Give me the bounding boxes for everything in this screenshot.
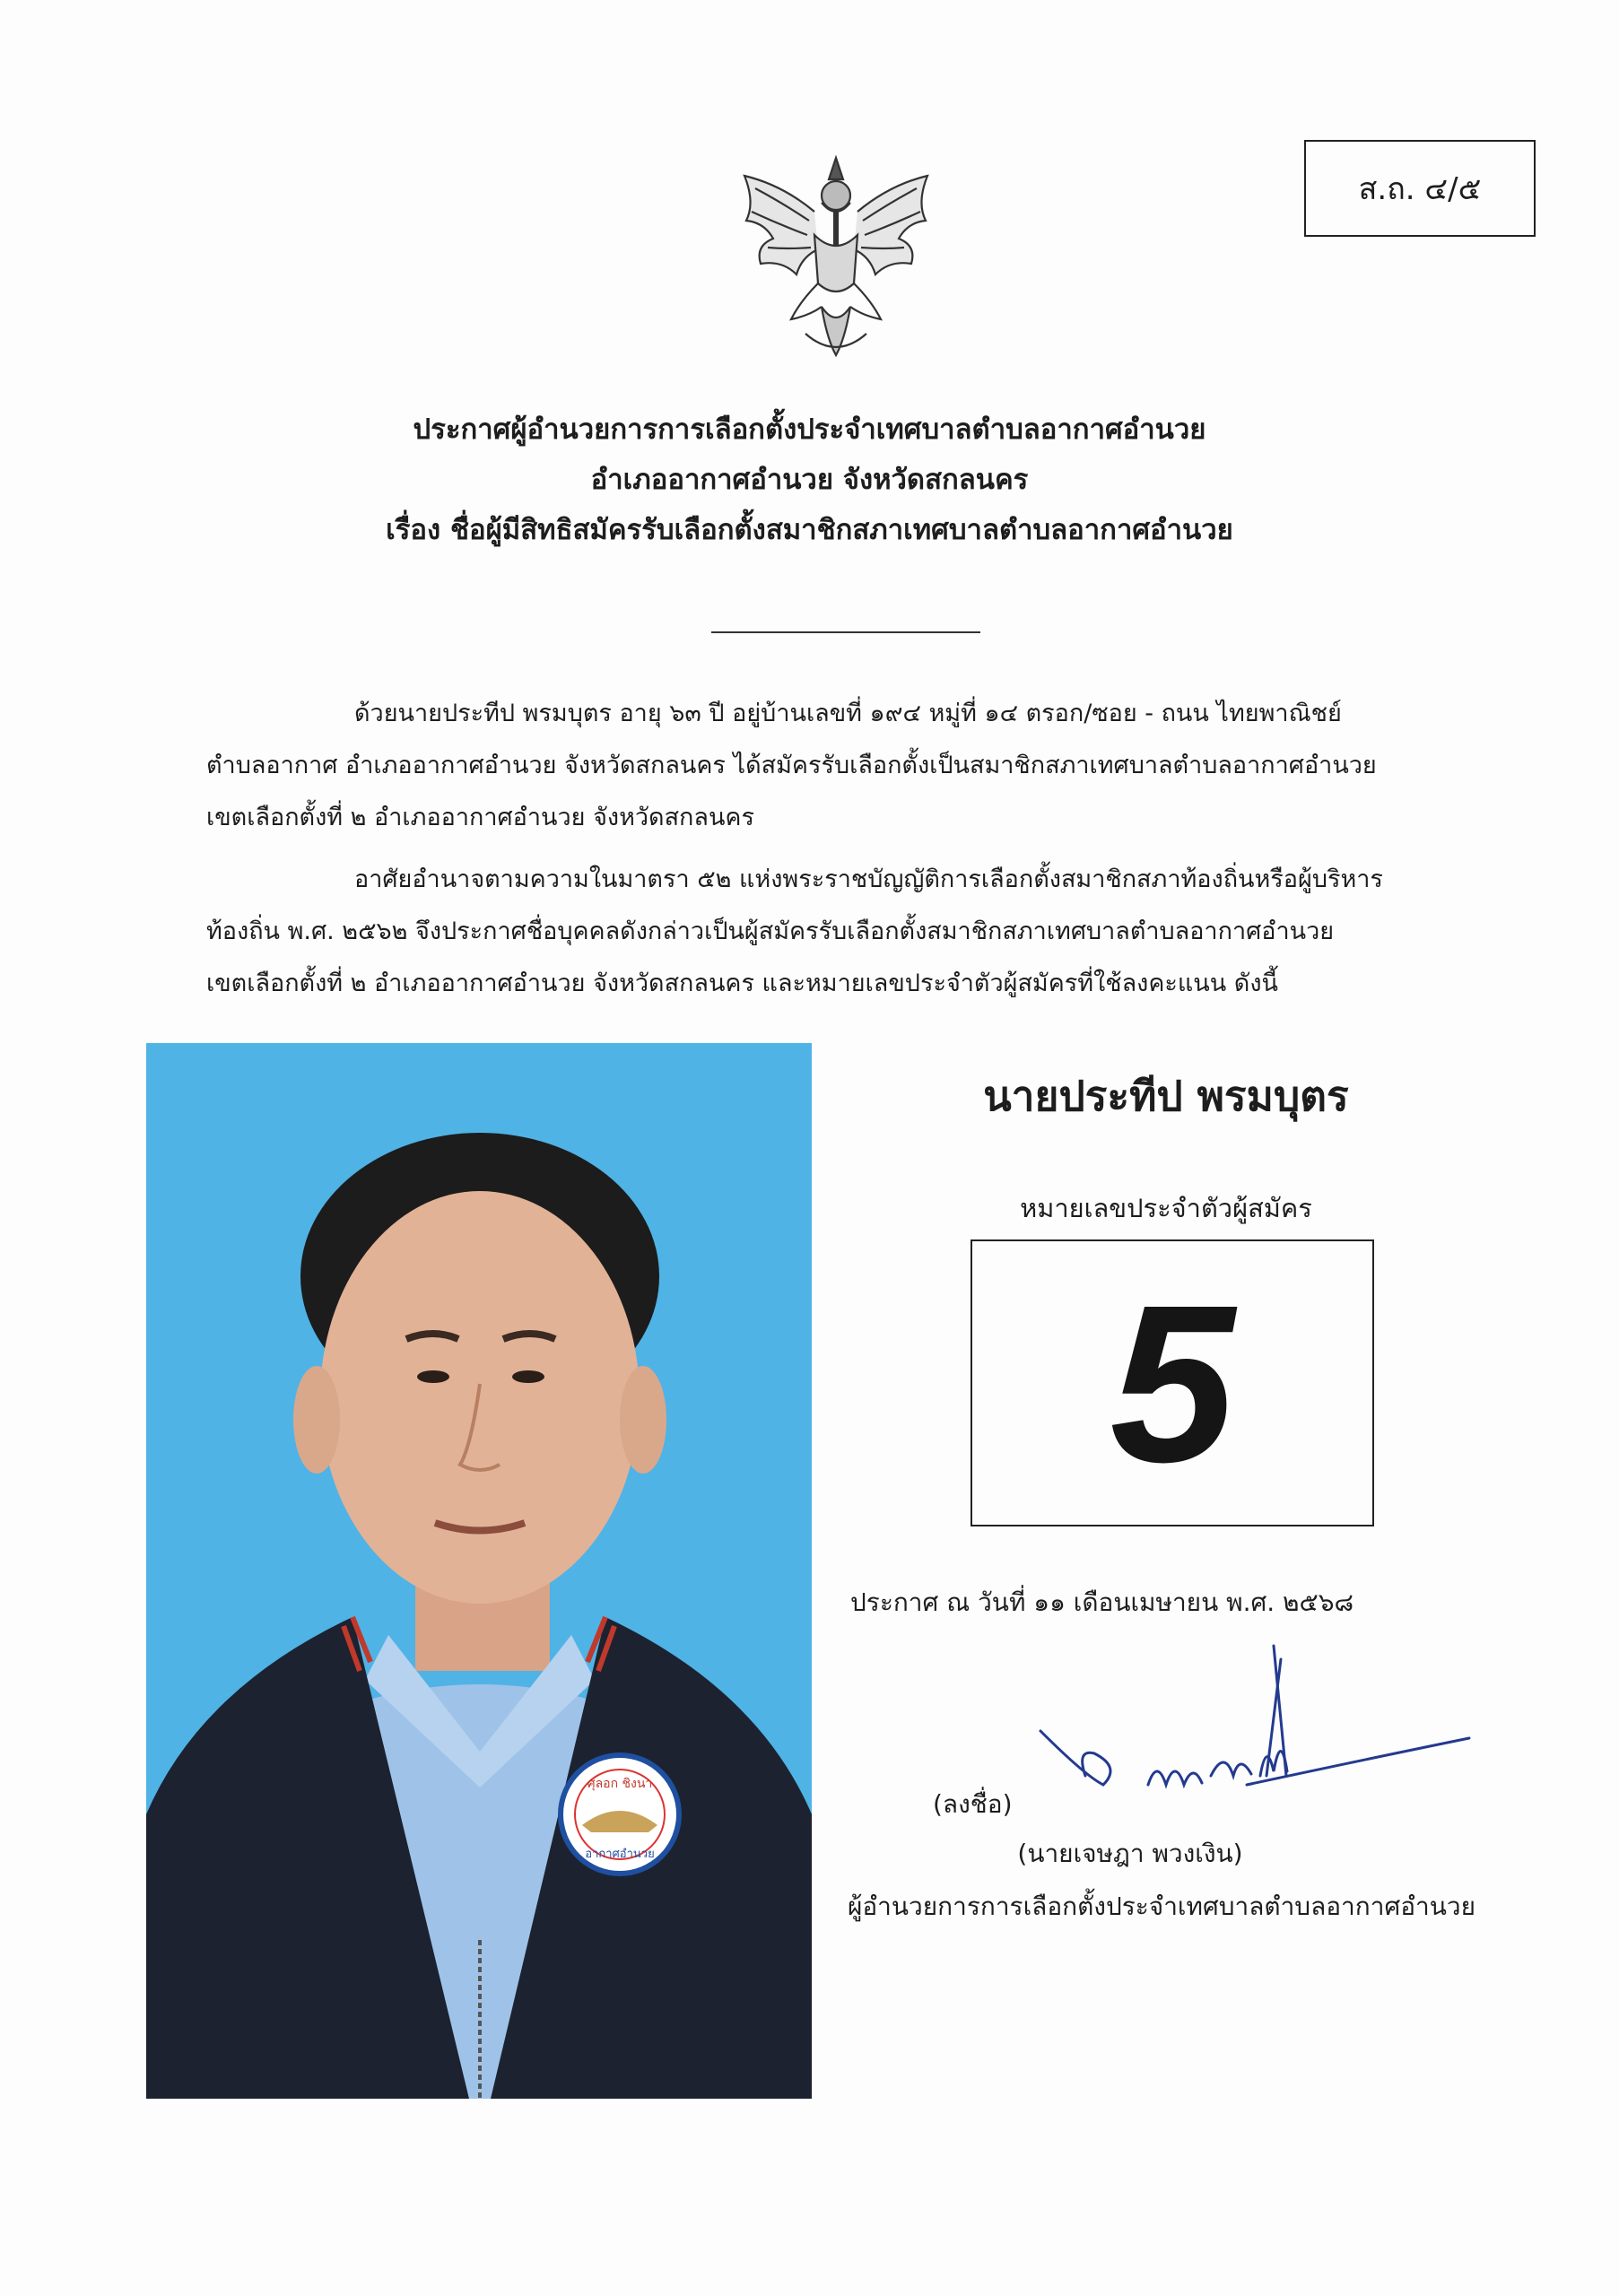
- announcement-heading-line2: อำเภออากาศอำนวย จังหวัดสกลนคร: [590, 464, 1029, 496]
- candidate-number-label: หมายเลขประจำตัวผู้สมัคร: [1020, 1193, 1312, 1223]
- paragraph2-line2: ท้องถิ่น พ.ศ. ๒๕๖๒ จึงประกาศชื่อบุคคลดังกล่าวเป็นผู้สมัครรับเลือกตั้งสมาชิกสภาเทศบาลตำบลอากาศอำนวย: [206, 918, 1335, 945]
- signer-title: ผู้อำนวยการการเลือกตั้งประจำเทศบาลตำบลอากาศอำนวย: [847, 1892, 1476, 1921]
- announcement-heading-line1: ประกาศผู้อำนวยการการเลือกตั้งประจำเทศบาลตำบลอากาศอำนวย: [413, 413, 1206, 446]
- announcement-subject: เรื่อง ชื่อผู้มีสิทธิสมัครรับเลือกตั้งสมาชิกสภาเทศบาลตำบลอากาศอำนวย: [386, 514, 1233, 546]
- handwritten-signature-icon: [1031, 1641, 1480, 1839]
- announcement-date: ประกาศ ณ วันที่ ๑๑ เดือนเมษายน พ.ศ. ๒๕๖๘: [850, 1587, 1354, 1617]
- signature-label: (ลงชื่อ): [933, 1789, 1013, 1819]
- candidate-portrait-icon: [146, 1043, 812, 2099]
- paragraph2-line3: เขตเลือกตั้งที่ ๒ อำเภออากาศอำนวย จังหวัดสกลนคร และหมายเลขประจำตัวผู้สมัครที่ใช้ลงคะแนน ดังนี้: [206, 970, 1278, 997]
- candidate-name: นายประทีป พรมบุตร: [983, 1072, 1349, 1120]
- paragraph1-line3: เขตเลือกตั้งที่ ๒ อำเภออากาศอำนวย จังหวัดสกลนคร: [206, 804, 754, 831]
- badge-text-bottom: อากาศอำนวย: [585, 1848, 655, 1861]
- candidate-number-box: [971, 1239, 1374, 1526]
- paragraph1-line1: ด้วยนายประทีป พรมบุตร อายุ ๖๓ ปี อยู่บ้านเลขที่ ๑๙๔ หมู่ที่ ๑๔ ตรอก/ซอย - ถนน ไทยพาณิชย์: [354, 700, 1342, 727]
- badge-text-top: ศุลอก ชิงนา: [587, 1777, 653, 1791]
- heading-divider: [711, 631, 980, 633]
- paragraph-candidate-info: [206, 688, 1489, 844]
- form-code-box: ส.ถ. ๔/๕: [1304, 140, 1536, 237]
- signer-name: (นายเจษฎา พวงเงิน): [1017, 1839, 1243, 1868]
- candidate-number: 5: [1110, 1257, 1235, 1509]
- paragraph1-line2: ตำบลอากาศ อำเภออากาศอำนวย จังหวัดสกลนคร ได้สมัครรับเลือกตั้งเป็นสมาชิกสภาเทศบาลตำบลอากาศอำนวย: [206, 752, 1377, 779]
- candidate-photo: [146, 1043, 812, 2099]
- garuda-emblem-icon: [728, 149, 944, 364]
- paragraph-legal-basis: [206, 854, 1489, 1010]
- paragraph2-line1: อาศัยอำนาจตามความในมาตรา ๕๒ แห่งพระราชบัญญัติการเลือกตั้งสมาชิกสภาท้องถิ่นหรือผู้บริหาร: [354, 865, 1383, 893]
